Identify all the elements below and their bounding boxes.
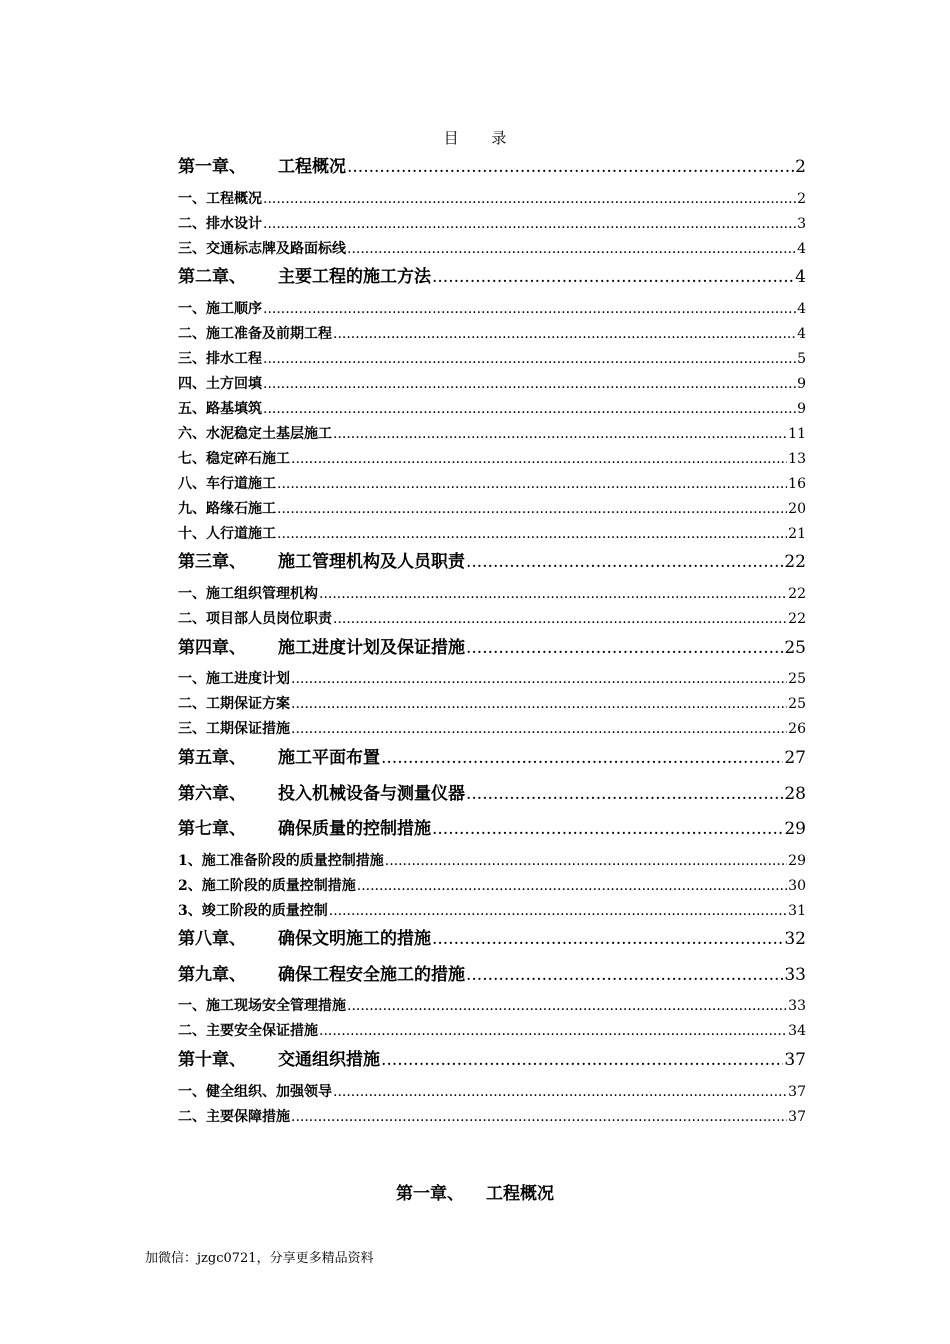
toc-section-entry[interactable] xyxy=(178,1020,806,1040)
toc-page-number: 22 xyxy=(788,586,806,602)
toc-page-number: 13 xyxy=(788,451,806,467)
toc-dot-leader xyxy=(333,611,787,627)
toc-dot-leader xyxy=(263,351,796,367)
toc-dot-leader xyxy=(347,157,794,177)
toc-entry-label: 一、施工组织管理机构 xyxy=(178,586,318,602)
toc-page-number: 4 xyxy=(797,241,806,257)
toc-dot-leader xyxy=(291,451,787,467)
toc-entry-label: 主要工程的施工方法 xyxy=(278,267,431,287)
toc-entry-label: 八、车行道施工 xyxy=(178,476,276,492)
toc-entry-label: 确保质量的控制措施 xyxy=(278,819,431,839)
toc-dot-leader xyxy=(432,929,783,949)
toc-entry-label: 交通组织措施 xyxy=(278,1050,380,1070)
toc-page-number: 29 xyxy=(788,853,806,869)
table-of-contents xyxy=(178,0,806,1200)
toc-page-number: 4 xyxy=(797,326,806,342)
toc-entry-label: 工程概况 xyxy=(278,157,346,177)
toc-section-entry[interactable] xyxy=(178,668,806,688)
toc-page-number: 30 xyxy=(788,878,806,894)
toc-entry-label: 七、稳定碎石施工 xyxy=(178,451,290,467)
toc-page-number: 4 xyxy=(795,267,806,287)
toc-page-number: 3 xyxy=(797,216,806,232)
toc-section-entry[interactable] xyxy=(178,850,806,870)
toc-dot-leader xyxy=(466,784,783,804)
toc-page-number: 34 xyxy=(788,1023,806,1039)
toc-entry-label: 投入机械设备与测量仪器 xyxy=(278,784,465,804)
toc-entry-label: 二、主要保障措施 xyxy=(178,1109,290,1125)
toc-section-entry[interactable] xyxy=(178,188,806,208)
toc-page-number: 37 xyxy=(788,1109,806,1125)
toc-entry-label: 施工平面布置 xyxy=(278,748,380,768)
toc-section-entry[interactable] xyxy=(178,995,806,1015)
toc-chapter-number: 第三章、 xyxy=(178,552,246,572)
toc-entry-label: 一、健全组织、加强领导 xyxy=(178,1084,332,1100)
toc-page-number: 9 xyxy=(797,376,806,392)
toc-section-entry[interactable] xyxy=(178,900,806,920)
toc-page-number: 22 xyxy=(788,611,806,627)
toc-dot-leader xyxy=(329,903,787,919)
toc-dot-leader xyxy=(333,326,796,342)
toc-dot-leader xyxy=(385,853,787,869)
toc-entry-label: 一、施工现场安全管理措施 xyxy=(178,998,346,1014)
toc-section-entry[interactable] xyxy=(178,238,806,258)
toc-section-entry[interactable] xyxy=(178,718,806,738)
toc-dot-leader xyxy=(291,721,787,737)
toc-page-number: 26 xyxy=(788,721,806,737)
toc-entry-label: 1、施工准备阶段的质量控制措施 xyxy=(178,853,384,869)
toc-dot-leader xyxy=(263,191,796,207)
toc-dot-leader xyxy=(263,301,796,317)
toc-chapter-entry[interactable] xyxy=(178,924,806,949)
toc-page-number: 22 xyxy=(784,552,806,572)
toc-page-number: 21 xyxy=(788,526,806,542)
toc-dot-leader xyxy=(277,501,787,517)
toc-page-number: 16 xyxy=(788,476,806,492)
toc-chapter-entry[interactable] xyxy=(178,779,806,804)
toc-section-entry[interactable] xyxy=(178,213,806,233)
toc-dot-leader xyxy=(466,638,783,658)
toc-chapter-entry[interactable] xyxy=(178,633,806,658)
toc-section-entry[interactable] xyxy=(178,1081,806,1101)
toc-entry-label: 二、施工准备及前期工程 xyxy=(178,326,332,342)
toc-dot-leader xyxy=(291,1109,787,1125)
toc-dot-leader xyxy=(432,267,794,287)
toc-entry-label: 三、排水工程 xyxy=(178,351,262,367)
toc-page-number: 37 xyxy=(788,1084,806,1100)
toc-entry-label: 九、路缘石施工 xyxy=(178,501,276,517)
toc-title: 目 录 xyxy=(443,129,521,147)
chapter-heading xyxy=(0,1179,950,1204)
toc-dot-leader xyxy=(263,216,796,232)
toc-section-entry[interactable] xyxy=(178,875,806,895)
toc-entry-label: 二、项目部人员岗位职责 xyxy=(178,611,332,627)
toc-dot-leader xyxy=(347,998,787,1014)
toc-entry-label: 四、土方回填 xyxy=(178,376,262,392)
toc-page-number: 2 xyxy=(795,157,806,177)
toc-section-entry[interactable] xyxy=(178,523,806,543)
toc-page-number: 25 xyxy=(784,638,806,658)
toc-chapter-number: 第二章、 xyxy=(178,267,246,287)
toc-section-entry[interactable] xyxy=(178,1106,806,1126)
toc-entry-label: 施工管理机构及人员职责 xyxy=(278,552,465,572)
toc-section-entry[interactable] xyxy=(178,448,806,468)
toc-page-number: 29 xyxy=(784,819,806,839)
toc-section-entry[interactable] xyxy=(178,693,806,713)
toc-chapter-number: 第五章、 xyxy=(178,748,246,768)
toc-entry-label: 一、工程概况 xyxy=(178,191,262,207)
toc-dot-leader xyxy=(263,376,796,392)
toc-dot-leader xyxy=(357,878,787,894)
toc-dot-leader xyxy=(277,526,787,542)
toc-chapter-number: 第一章、 xyxy=(178,157,246,177)
toc-chapter-entry[interactable] xyxy=(178,743,806,768)
toc-section-entry[interactable] xyxy=(178,373,806,393)
toc-dot-leader xyxy=(466,965,783,985)
toc-chapter-number: 第九章、 xyxy=(178,965,246,985)
toc-dot-leader xyxy=(291,696,787,712)
toc-chapter-entry[interactable] xyxy=(178,547,806,572)
toc-dot-leader xyxy=(319,1023,787,1039)
toc-section-entry[interactable] xyxy=(178,423,806,443)
chapter-heading-number: 第一章、 xyxy=(396,1184,464,1204)
toc-dot-leader xyxy=(333,1084,787,1100)
toc-page-number: 31 xyxy=(788,903,806,919)
toc-entry-label: 二、排水设计 xyxy=(178,216,262,232)
chapter-heading-title: 工程概况 xyxy=(486,1184,554,1204)
toc-entry-label: 3、竣工阶段的质量控制 xyxy=(178,903,328,919)
toc-page-number: 28 xyxy=(784,784,806,804)
toc-page-number: 25 xyxy=(788,671,806,687)
toc-page-number: 33 xyxy=(788,998,806,1014)
toc-entry-label: 确保工程安全施工的措施 xyxy=(278,965,465,985)
toc-page-number: 9 xyxy=(797,401,806,417)
toc-entry-label: 一、施工进度计划 xyxy=(178,671,290,687)
toc-section-entry[interactable] xyxy=(178,348,806,368)
toc-section-entry[interactable] xyxy=(178,398,806,418)
toc-entry-label: 一、施工顺序 xyxy=(178,301,262,317)
toc-chapter-number: 第六章、 xyxy=(178,784,246,804)
toc-section-entry[interactable] xyxy=(178,583,806,603)
toc-section-entry[interactable] xyxy=(178,498,806,518)
toc-dot-leader xyxy=(466,552,783,572)
toc-dot-leader xyxy=(381,1050,783,1070)
toc-page-number: 5 xyxy=(797,351,806,367)
toc-chapter-number: 第四章、 xyxy=(178,638,246,658)
toc-dot-leader xyxy=(347,241,796,257)
toc-dot-leader xyxy=(432,819,783,839)
toc-chapter-number: 第十章、 xyxy=(178,1050,246,1070)
toc-entry-label: 三、交通标志牌及路面标线 xyxy=(178,241,346,257)
toc-page-number: 37 xyxy=(784,1050,806,1070)
footer-note: 加微信：jzgc0721，分享更多精品资料 xyxy=(145,1251,374,1266)
toc-section-entry[interactable] xyxy=(178,608,806,628)
toc-chapter-entry[interactable] xyxy=(178,960,806,985)
toc-chapter-number: 第七章、 xyxy=(178,819,246,839)
toc-chapter-entry[interactable] xyxy=(178,152,806,177)
toc-chapter-entry[interactable] xyxy=(178,1045,806,1070)
toc-chapter-number: 第八章、 xyxy=(178,929,246,949)
toc-page-number: 27 xyxy=(784,748,806,768)
toc-page-number: 33 xyxy=(784,965,806,985)
toc-section-entry[interactable] xyxy=(178,323,806,343)
toc-page-number: 4 xyxy=(797,301,806,317)
toc-page-number: 32 xyxy=(784,929,806,949)
toc-section-entry[interactable] xyxy=(178,473,806,493)
toc-entry-label: 施工进度计划及保证措施 xyxy=(278,638,465,658)
toc-page-number: 25 xyxy=(788,696,806,712)
toc-page-number: 20 xyxy=(788,501,806,517)
toc-entry-label: 确保文明施工的措施 xyxy=(278,929,431,949)
toc-entry-label: 三、工期保证措施 xyxy=(178,721,290,737)
toc-page-number: 2 xyxy=(797,191,806,207)
toc-dot-leader xyxy=(333,426,787,442)
toc-dot-leader xyxy=(319,586,787,602)
toc-chapter-entry[interactable] xyxy=(178,814,806,839)
toc-entry-label: 六、水泥稳定土基层施工 xyxy=(178,426,332,442)
toc-dot-leader xyxy=(277,476,787,492)
toc-dot-leader xyxy=(263,401,796,417)
toc-entry-label: 二、工期保证方案 xyxy=(178,696,290,712)
toc-dot-leader xyxy=(291,671,787,687)
toc-entry-label: 十、人行道施工 xyxy=(178,526,276,542)
toc-entry-label: 五、路基填筑 xyxy=(178,401,262,417)
toc-section-entry[interactable] xyxy=(178,298,806,318)
toc-chapter-entry[interactable] xyxy=(178,262,806,287)
toc-entry-label: 2、施工阶段的质量控制措施 xyxy=(178,878,356,894)
toc-page-number: 11 xyxy=(788,426,806,442)
toc-dot-leader xyxy=(381,748,783,768)
toc-entry-label: 二、主要安全保证措施 xyxy=(178,1023,318,1039)
